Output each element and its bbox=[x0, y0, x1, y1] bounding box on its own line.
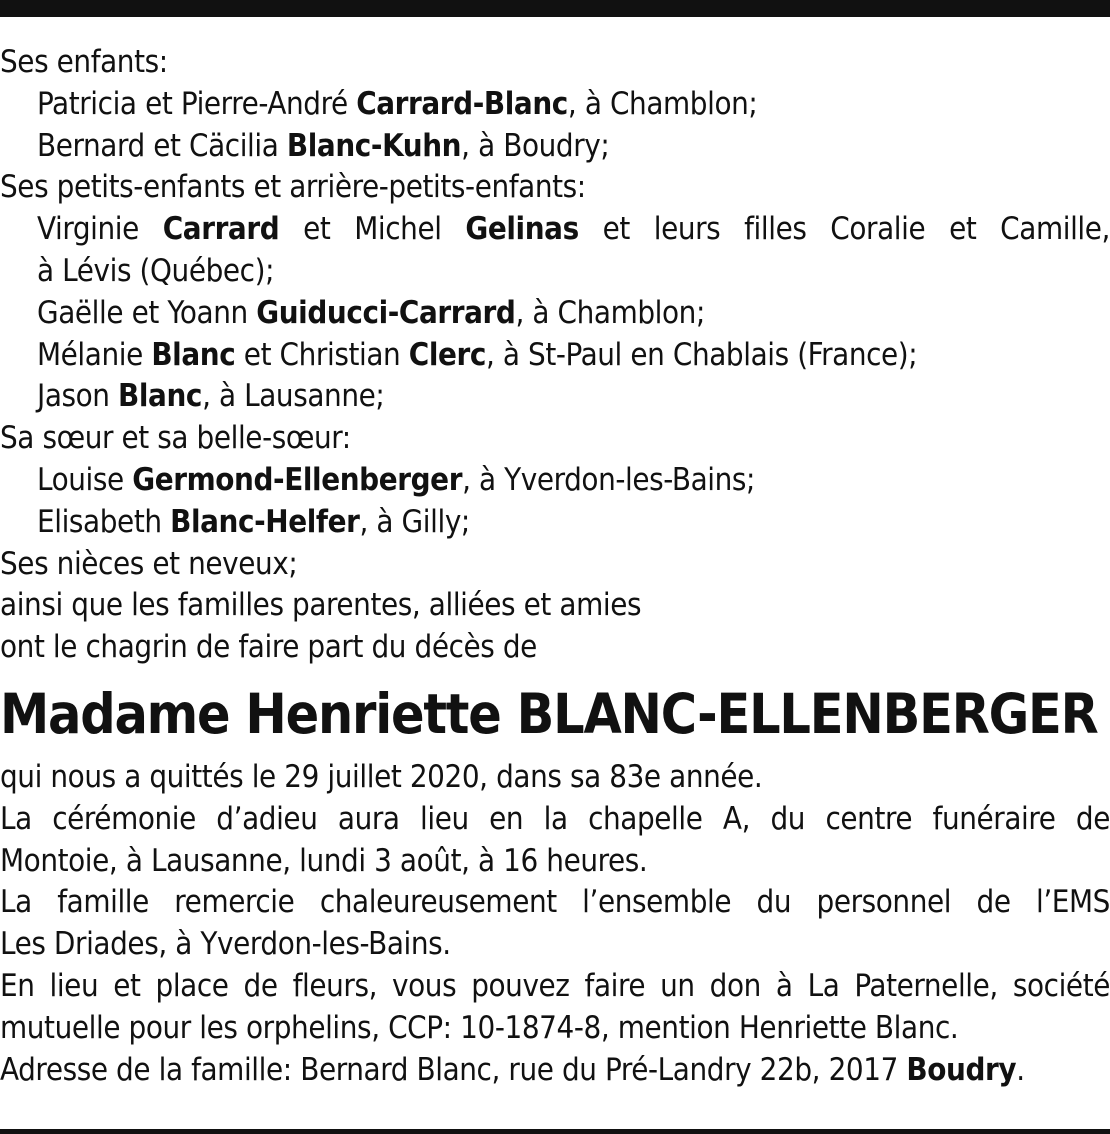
grandchild-entry-continued: à Lévis (Québec); bbox=[37, 252, 275, 289]
families-line: ainsi que les familles parentes, alliées et amies bbox=[0, 587, 642, 624]
ceremony-line-continued: Montoie, à Lausanne, lundi 3 août, à 16 heures. bbox=[0, 842, 648, 879]
sister-entry: Elisabeth Blanc-Helfer, à Gilly; bbox=[37, 503, 470, 540]
bottom-rule bbox=[0, 1129, 1110, 1134]
children-heading: Ses enfants: bbox=[0, 44, 168, 80]
obituary-notice bbox=[0, 42, 1110, 1091]
grandchild-entry: Mélanie Blanc et Christian Clerc, à St-Paul en Chablais (France); bbox=[37, 336, 918, 373]
address-line: Adresse de la famille: Bernard Blanc, rue du Pré-Landry 22b, 2017 Boudry. bbox=[0, 1051, 1025, 1088]
sister-entry: Louise Germond-Ellenberger, à Yverdon-les-Bains; bbox=[37, 461, 756, 498]
grandchildren-heading: Ses petits-enfants et arrière-petits-enfants: bbox=[0, 169, 586, 206]
thanks-line-continued: Les Driades, à Yverdon-les-Bains. bbox=[0, 926, 451, 963]
grandchild-entry: Virginie Carrard et Michel Gelinas et leurs filles Coralie et Camille, bbox=[37, 211, 1110, 248]
death-line: qui nous a quittés le 29 juillet 2020, dans sa 83e année. bbox=[0, 758, 763, 795]
donation-line: En lieu et place de fleurs, vous pouvez faire un don à La Paternelle, société bbox=[0, 967, 1110, 1004]
thanks-line: La famille remercie chaleureusement l’ensemble du personnel de l’EMS bbox=[0, 884, 1110, 921]
donation-line-continued: mutuelle pour les orphelins, CCP: 10-1874-8, mention Henriette Blanc. bbox=[0, 1009, 959, 1046]
grandchild-entry: Gaëlle et Yoann Guiducci-Carrard, à Chamblon; bbox=[37, 294, 705, 331]
announcement-line: ont le chagrin de faire part du décès de bbox=[0, 629, 537, 666]
deceased-name: Madame Henriette BLANC-ELLENBERGER bbox=[0, 681, 1098, 746]
nieces-line: Ses nièces et neveux; bbox=[0, 545, 298, 582]
child-entry: Patricia et Pierre-André Carrard-Blanc, à Chamblon; bbox=[37, 85, 758, 122]
sisters-heading: Sa sœur et sa belle-sœur: bbox=[0, 420, 351, 457]
child-entry: Bernard et Cäcilia Blanc-Kuhn, à Boudry; bbox=[37, 127, 610, 164]
grandchild-entry: Jason Blanc, à Lausanne; bbox=[37, 378, 385, 415]
top-rule bbox=[0, 0, 1110, 17]
ceremony-line: La cérémonie d’adieu aura lieu en la chapelle A, du centre funéraire de bbox=[0, 800, 1110, 837]
